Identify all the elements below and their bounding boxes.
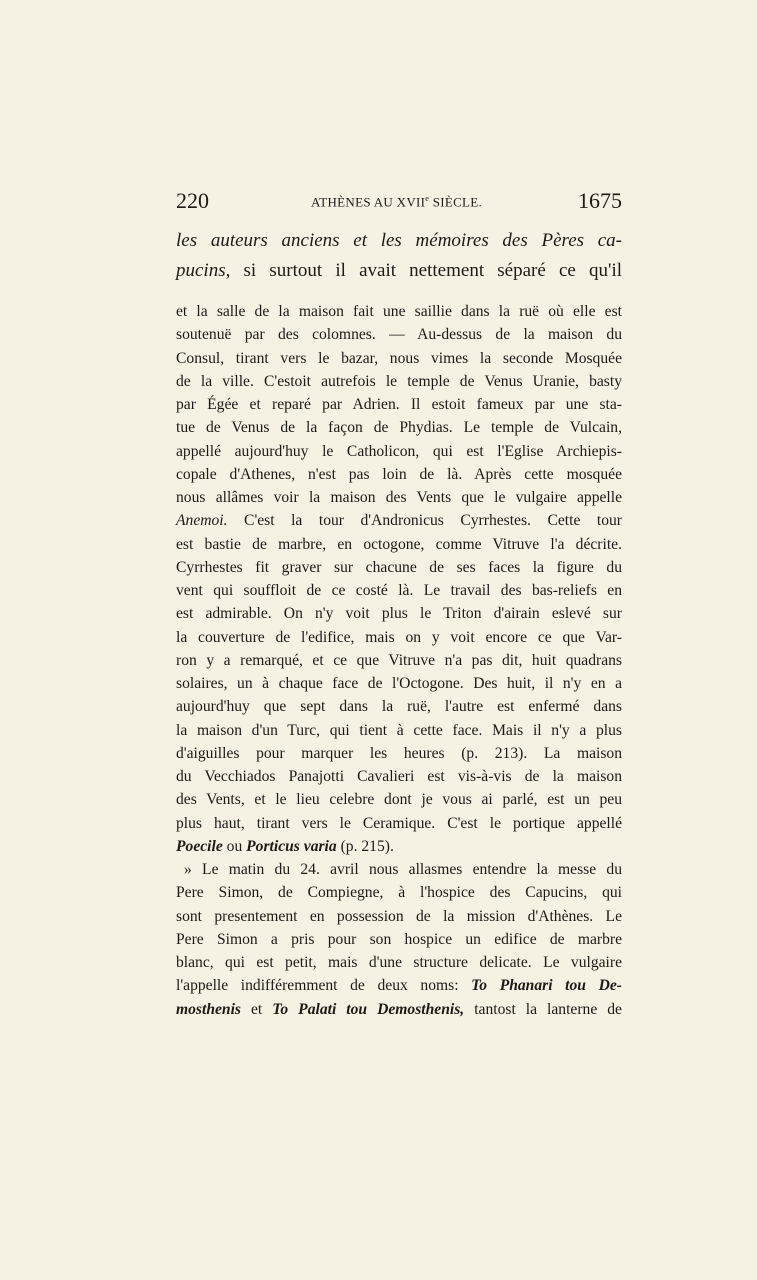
italic-term: Porticus varia xyxy=(246,837,337,855)
text-line: appellé aujourd'huy le Catholicon, qui est l'Eglise Archiepis- xyxy=(176,442,622,460)
text-line: la couverture de l'edifice, mais on y voit encore ce que Var- xyxy=(176,628,622,646)
text-line: Pere Simon, de Compiegne, à l'hospice des Capucins, qui xyxy=(176,884,622,902)
text-line: du Vecchiados Panajotti Cavalieri est vis-à-vis de la maison xyxy=(176,768,622,785)
text-line: sont presentement en possession de la mission d'Athènes. Le xyxy=(176,907,622,925)
text-line: l'appelle indifféremment de deux noms: To Phanari tou De- xyxy=(176,977,622,995)
text-line: Cyrrhestes fit graver sur chacune de ses faces la figure du xyxy=(176,558,622,576)
text-line: copale d'Athenes, n'est pas loin de là. Après cette mosquée xyxy=(176,465,622,483)
text-line: Pere Simon a pris pour son hospice un edifice de marbre xyxy=(176,930,622,948)
italic-term: Anemoi. xyxy=(176,512,228,530)
page-number: 220 xyxy=(176,188,209,213)
fragment-line-2: pucins, si surtout il avait nettement séparé ce qu'il xyxy=(176,260,622,281)
text-line: et la salle de la maison fait une saillie dans la ruë où elle est xyxy=(176,303,622,320)
pasted-fragment xyxy=(176,226,622,286)
text-line: est bastie de marbre, en octogone, comme Vitruve l'a décrite. xyxy=(176,535,622,553)
text-line: » Le matin du 24. avril nous allasmes entendre la messe du xyxy=(184,861,622,878)
text-line: par Égée et reparé par Adrien. Il estoit fameux par une sta- xyxy=(176,396,622,413)
text-line: d'aiguilles pour marquer les heures (p. 213). La maison xyxy=(176,744,622,762)
italic-term: To Palati tou Demosthenis, xyxy=(272,1000,465,1018)
running-title-end: SIÈCLE. xyxy=(429,194,483,210)
text-line: des Vents, et le lieu celebre dont je vous ai parlé, est un peu xyxy=(176,791,622,809)
body-text xyxy=(176,300,622,1021)
italic-term: To Phanari tou De- xyxy=(471,977,622,995)
fragment-line-1: les auteurs anciens et les mémoires des Pères ca- xyxy=(176,230,622,251)
year-marker: 1675 xyxy=(578,188,622,213)
text-line: Anemoi. C'est la tour d'Andronicus Cyrrhestes. Cette tour xyxy=(176,512,622,530)
text-line: soutenuë par des colomnes. — Au-dessus de la maison du xyxy=(176,326,622,344)
running-header xyxy=(176,188,622,216)
text-line: plus haut, tirant vers le Ceramique. C'est le portique appellé xyxy=(176,814,622,832)
text-line: la maison d'un Turc, qui tient à cette face. Mais il n'y a plus xyxy=(176,721,622,739)
text-line: Poecile ou Porticus varia (p. 215). xyxy=(176,837,394,855)
text-line: Consul, tirant vers le bazar, nous vimes la seconde Mosquée xyxy=(176,349,622,367)
italic-term: mosthenis xyxy=(176,1000,241,1018)
running-title-superscript: e xyxy=(425,194,430,203)
text-line: tue de Venus de la façon de Phydias. Le temple de Vulcain, xyxy=(176,419,622,437)
text-line: est admirable. On n'y voit plus le Triton d'airain eslevé sur xyxy=(176,605,622,623)
running-title-text: ATHÈNES AU XVII xyxy=(311,194,426,210)
text-line: blanc, qui est petit, mais d'une structure delicate. Le vulgaire xyxy=(176,954,622,971)
text-line: ron y a remarqué, et ce que Vitruve n'a pas dit, huit quadrans xyxy=(176,651,622,669)
running-title xyxy=(311,194,482,210)
text-line: solaires, un à chaque face de l'Octogone. Des huit, il n'y en a xyxy=(176,675,622,692)
text-line: aujourd'huy que sept dans la ruë, l'autre est enfermé dans xyxy=(176,698,622,716)
text-line: nous allâmes voir la maison des Vents que le vulgaire appelle xyxy=(176,489,622,506)
italic-term: Poecile xyxy=(176,837,223,855)
text-line: vent qui souffloit de ce costé là. Le travail des bas-reliefs en xyxy=(176,582,622,599)
text-line: mosthenis et To Palati tou Demosthenis, tantost la lanterne de xyxy=(176,1000,622,1018)
text-line: de la ville. C'estoit autrefois le temple de Venus Uranie, basty xyxy=(176,372,622,390)
